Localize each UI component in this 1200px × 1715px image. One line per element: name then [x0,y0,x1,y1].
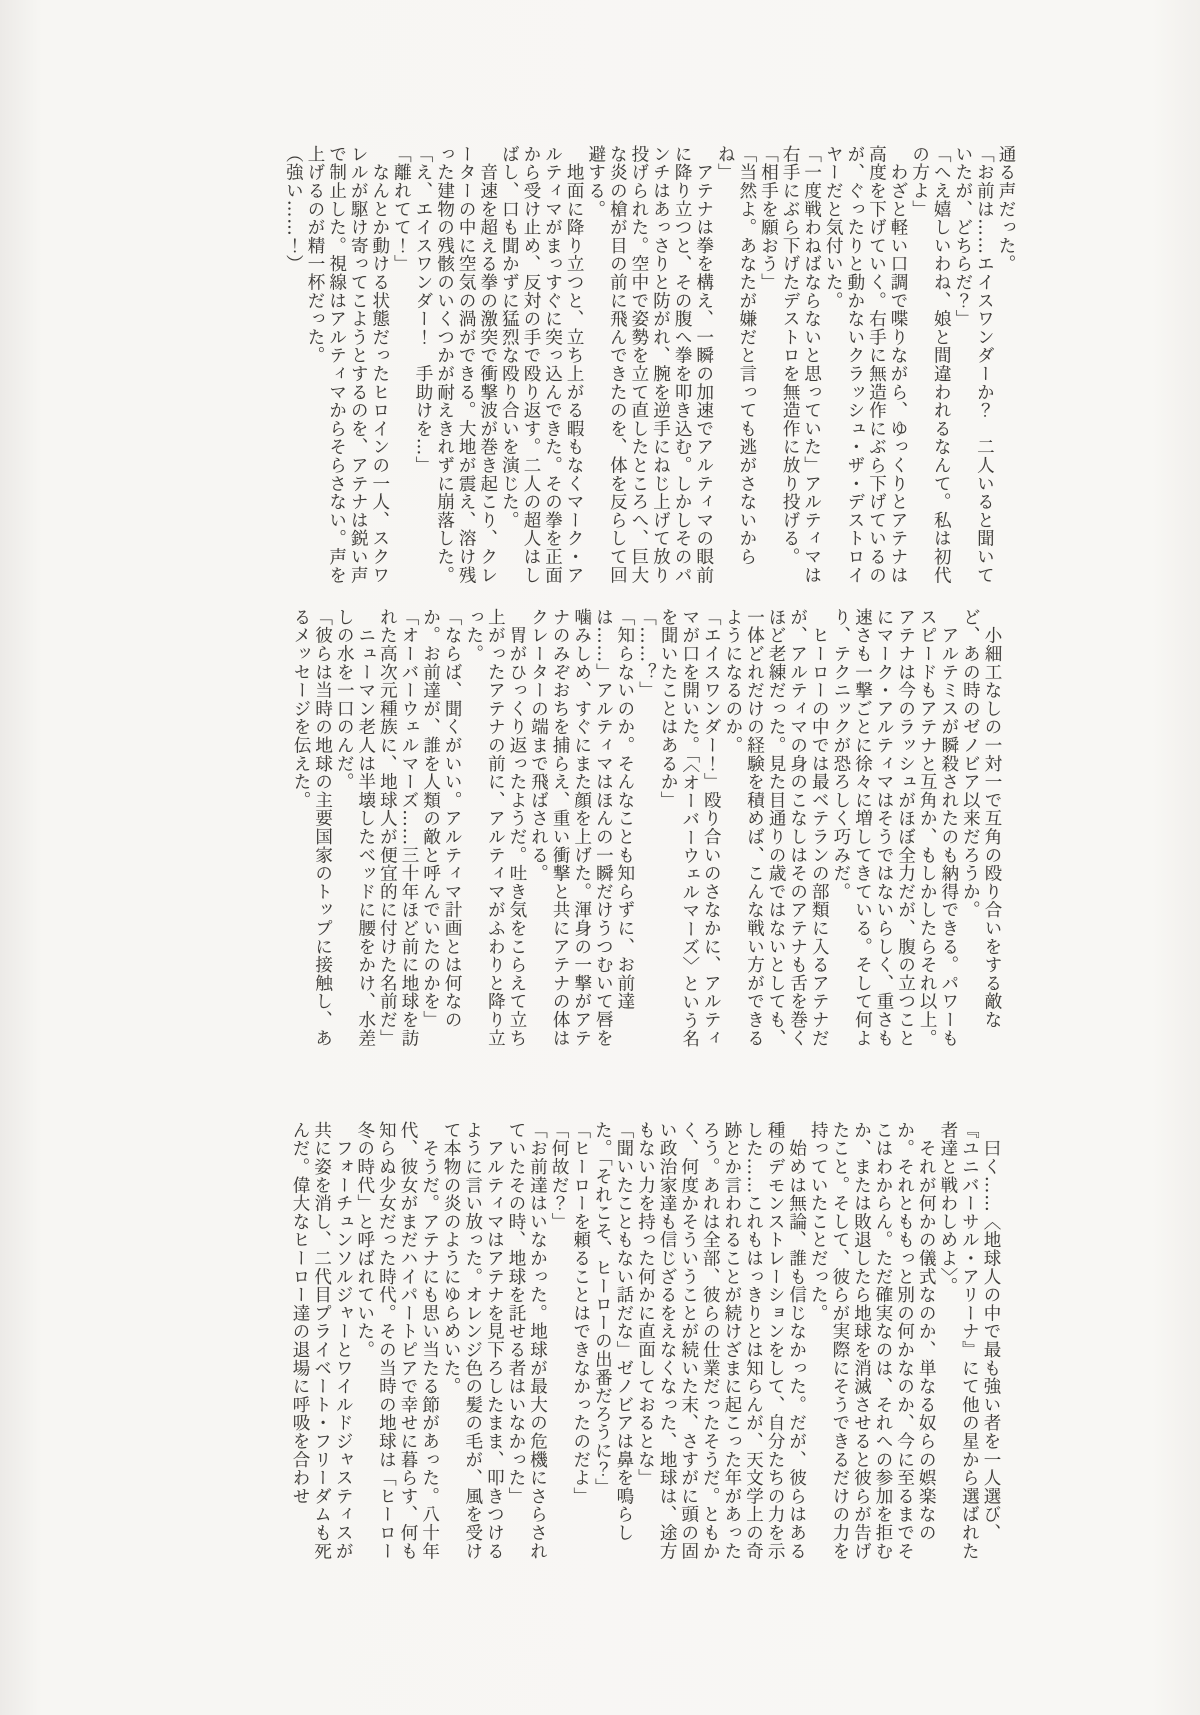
paragraph: ヒーローの中では最ベテランの部類に入るアテナだが、アルティマの身のこなしはそのアテナも舌を巻くほど老練だった。見た目通りの歳ではないとしても、一体どれだけの経験を積めば、こんな戦い方ができるようになるのか。 [722,608,830,1048]
paragraph: 始めは無論、誰も信じなかった。だが、彼らはある種のデモンストレーションをして、自分たちの力を示した……これもはっきりとは知らんが、天文学上の奇跡とか言われることが続けざまに起こった年があったろう。あれは全部、彼らの仕業だったそうだ。ともかく、何度かそういうことが続いた末、さすがに頭の固い政治家達も信じざるをえなくなった、地球は、途方もない力を持った何かに直面しておるとな」 [635,1121,807,1561]
paragraph: 「離れてて！」 [391,145,412,274]
paragraph: 「お前は……エイスワンダーか？ 二人いると聞いていたが、どちらだ？」 [952,145,995,585]
paragraph: 「一度戦わねばならないと思っていた」アルティマは右手にぶら下げたデストロを無造作に放り投げる。 [780,145,822,585]
paragraph: なんとか動ける状態だったヒロインの一人、スクワレルが駆け寄ってこようとするのを、アテナは鋭い声で制止した。視線はアルティマからそらさない。声を上げるのが精一杯だった。 [305,145,390,585]
paragraph: そうだ。アテナにも思い当たる節があった。八十年代、彼女がまだハイパートピアで幸せに暮らす、何も知らぬ少女だった時代。その当時の地球は「ヒーロー冬の時代」と呼ばれていた。 [354,1121,440,1561]
paragraph: 「当然よ。あなたが嫌だと言っても逃がさないからね」 [715,145,757,566]
text-section-battle-start [131,145,1016,585]
paragraph: 曰く……〈地球人の中で最も強い者を一人選び、『ユニバーサル・アリーナ』にて他の星から選ばれた者達と戦わしめよ〉。 [937,1121,1001,1561]
paragraph: 音速を超える拳の激突で衝撃波が巻き起こり、クレーターの中に空気の渦ができる。大地が震え、溶け残った建物の残骸のいくつかが耐えきれずに崩落した。 [434,145,498,585]
paragraph: アルティマはアテナを見下ろしたまま、叩きつけるように言い放った。オレンジ色の髪の毛が、風を受けて本物の炎のようにゆらめいた。 [441,1121,505,1561]
paragraph: 「え、エイスワンダー！ 手助けを…」 [412,145,433,475]
paragraph: アルテミスが瞬殺されたのも納得できる。パワーもスピードもアテナと互角か、もしかしたらそれ以上。アテナは今のラッシュがほぼ全力だが、腹の立つことにマーク・アルティマはそうではないらしく、重さも速さも一撃ごとに徐々に増してきている。そして何より、テクニックが恐ろしく巧みだ。 [830,608,959,1048]
paragraph: 胃がひっくり返ったようだ。吐き気をこらえて立ち上がったアテナの前に、アルティマがふわりと降り立った。 [463,608,527,1048]
paragraph: 「相手を願おう」 [758,145,779,292]
paragraph: 小細工なしの一対一で互角の殴り合いをする敵など、あの時のゼノビア以来だろうか。 [960,608,1002,1029]
paragraph: （強い……！） [283,145,304,274]
paragraph: 「知らないのか。そんなことも知らずに、お前達は……」アルティマはほんの一瞬だけうつむいて唇を噛みしめ、すぐにまた顔を上げた。渾身の一撃がアテナのみぞおちを捕らえ、重い衝撃と共にアテナの体はクレーターの端まで飛ばされる。 [528,608,635,1048]
paragraph: 「何故だ？」 [549,1121,570,1231]
paragraph: 「……？」 [636,608,657,700]
text-section-overwhelmers-question [117,608,1002,1048]
paragraph: アテナは拳を構え、一瞬の加速でアルティマの眼前に降り立つと、その腹へ拳を叩き込む。しかしそのパンチはあっさりと防がれ、腕を逆手にねじ上げて放り投げられた。空中で姿勢を立て直したところへ、巨大な炎の槍が目の前に飛んできたのを、体を反らして回避する。 [585,145,714,585]
paragraph: 「オーバーウェルマーズ……三十年ほど前に地球を訪れた高次元種族に、地球人が便宜的に付けた名前だ」 [377,608,419,1048]
paragraph: 「エイスワンダー！」殴り合いのさなかに、アルティマが口を開いた。「〈オーバーウェルマーズ〉という名を聞いたことはあるか」 [658,608,722,1048]
paragraph: 「お前達はいなかった。地球が最大の危機にさらされていたその時、地球を託せる者はいなかった」 [505,1121,548,1561]
paragraph: それが何かの儀式なのか、単なる奴らの娯楽なのか。それとももっと別の何かなのか、今に至るまでそこはわからん。ただ確実なのは、それへの参加を拒むか、または敗退したら地球を消滅させると彼らが告げたこと。そして、彼らが実際にそうできるだけの力を持っていたことだった。 [808,1121,937,1561]
paragraph: 「ならば、聞くがいい。アルティマ計画とは何なのか。お前達が、誰を人類の敵と呼んでいたのかを」 [420,608,463,1029]
paragraph: わざと軽い口調で喋りながら、ゆっくりとアテナは高度を下げていく。右手に無造作にぶら下げているのが、ぐったりと動かないクラッシュ・ザ・デストロイヤーだと気付いた。 [823,145,909,585]
paragraph: 「へえ嬉しいわね、娘と間違われるなんて。私は初代の方よ」 [909,145,952,585]
paragraph: 「聞いたこともない話だな」ゼノビアは鼻を鳴らした。「それこそ、ヒーローの出番だろうに？」 [592,1121,634,1542]
paragraph: 地面に降り立つと、立ち上がる暇もなくマーク・アルティマがまっすぐに突っ込んできた。その拳を正面から受け止め、反対の手で殴り返す。二人の超人はしばし、口も聞かずに猛烈な殴り合いを演じた。 [499,145,585,585]
paragraph: 「彼らは当時の地球の主要国家のトップに接触し、あるメッセージを伝えた。 [291,608,333,1048]
text-section-universal-arena [116,1121,1001,1561]
paragraph: 「ヒーローを頼ることはできなかったのだよ」 [570,1121,591,1506]
paragraph: フォーチュンソルジャーとワイルドジャスティスが共に姿を消し、二代目プライベート・フリーダムも死んだ。偉大なヒーロー達の退場に呼吸を合わせ [290,1121,354,1561]
paragraph: 通る声だった。 [996,145,1016,274]
paragraph: ニューマン老人は半壊したベッドに腰をかけ、水差しの水を一口のんだ。 [334,608,376,1048]
